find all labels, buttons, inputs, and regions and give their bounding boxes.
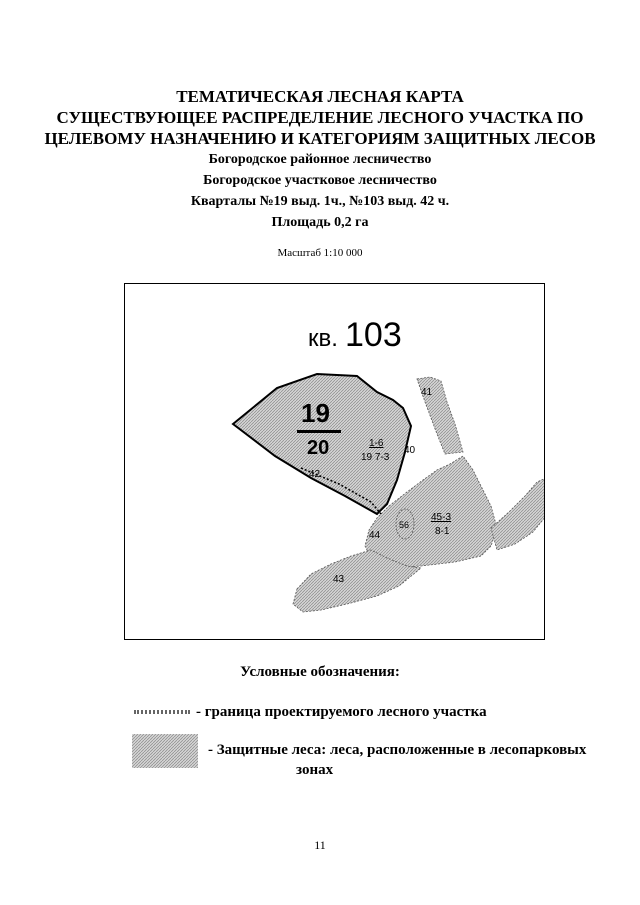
parcel-label-44: 44 — [369, 530, 381, 541]
forest-map — [125, 284, 545, 640]
forest-area-east — [491, 478, 545, 550]
parcel-label-1-6: 1-6 — [369, 438, 384, 449]
area-line: Площадь 0,2 га — [271, 215, 369, 230]
page-number: 11 — [314, 838, 326, 852]
map-frame — [124, 283, 545, 640]
parcel-label-43: 43 — [333, 574, 345, 585]
parcel-label-56: 56 — [399, 520, 410, 530]
parcel-label-45-3: 45-3 — [431, 512, 452, 523]
legend-forest-text-b: зонах — [296, 762, 334, 778]
quarters-line: Кварталы №19 выд. 1ч., №103 выд. 42 ч. — [190, 194, 450, 209]
legend-heading: Условные обозначения: — [240, 664, 400, 680]
forestry-district: Богородское районное лесничество — [208, 152, 432, 167]
parcel-label-8-1: 8-1 — [435, 526, 450, 537]
parcel-label-40: 40 — [404, 445, 416, 456]
parcel-label-41: 41 — [421, 387, 433, 398]
legend-forest-text-a: - Защитные леса: леса, расположенные в лесопарковых — [208, 742, 587, 758]
forestry-section: Богородское участковое лесничество — [203, 173, 437, 188]
title-line-2: СУЩЕСТВУЮЩЕЕ РАСПРЕДЕЛЕНИЕ ЛЕСНОГО УЧАСТКА ПО — [56, 108, 584, 127]
map-scale: Масштаб 1:10 000 — [277, 247, 363, 259]
title-line-3: ЦЕЛЕВОМУ НАЗНАЧЕНИЮ И КАТЕГОРИЯМ ЗАЩИТНЫХ ЛЕСОВ — [44, 129, 596, 148]
parcel-label-19-7-3: 19 7-3 — [361, 452, 390, 463]
boundary-line-sample — [134, 710, 190, 714]
legend-forest-text — [208, 740, 598, 780]
legend-row-forest — [128, 734, 598, 794]
legend-boundary-text: - граница проектируемого лесного участка — [196, 704, 487, 720]
quarter-103-prefix: кв. — [308, 325, 338, 352]
quarter-fraction-line — [297, 430, 341, 433]
quarter-19-number: 19 — [301, 398, 330, 428]
forest-swatch — [132, 734, 198, 768]
quarter-20-number: 20 — [307, 437, 330, 459]
title-line-1: ТЕМАТИЧЕСКАЯ ЛЕСНАЯ КАРТА — [176, 87, 464, 106]
title-block — [0, 86, 640, 233]
quarter-103-number: 103 — [345, 316, 402, 354]
legend-row-boundary — [128, 704, 598, 724]
parcel-label-42: 42 — [309, 469, 321, 480]
